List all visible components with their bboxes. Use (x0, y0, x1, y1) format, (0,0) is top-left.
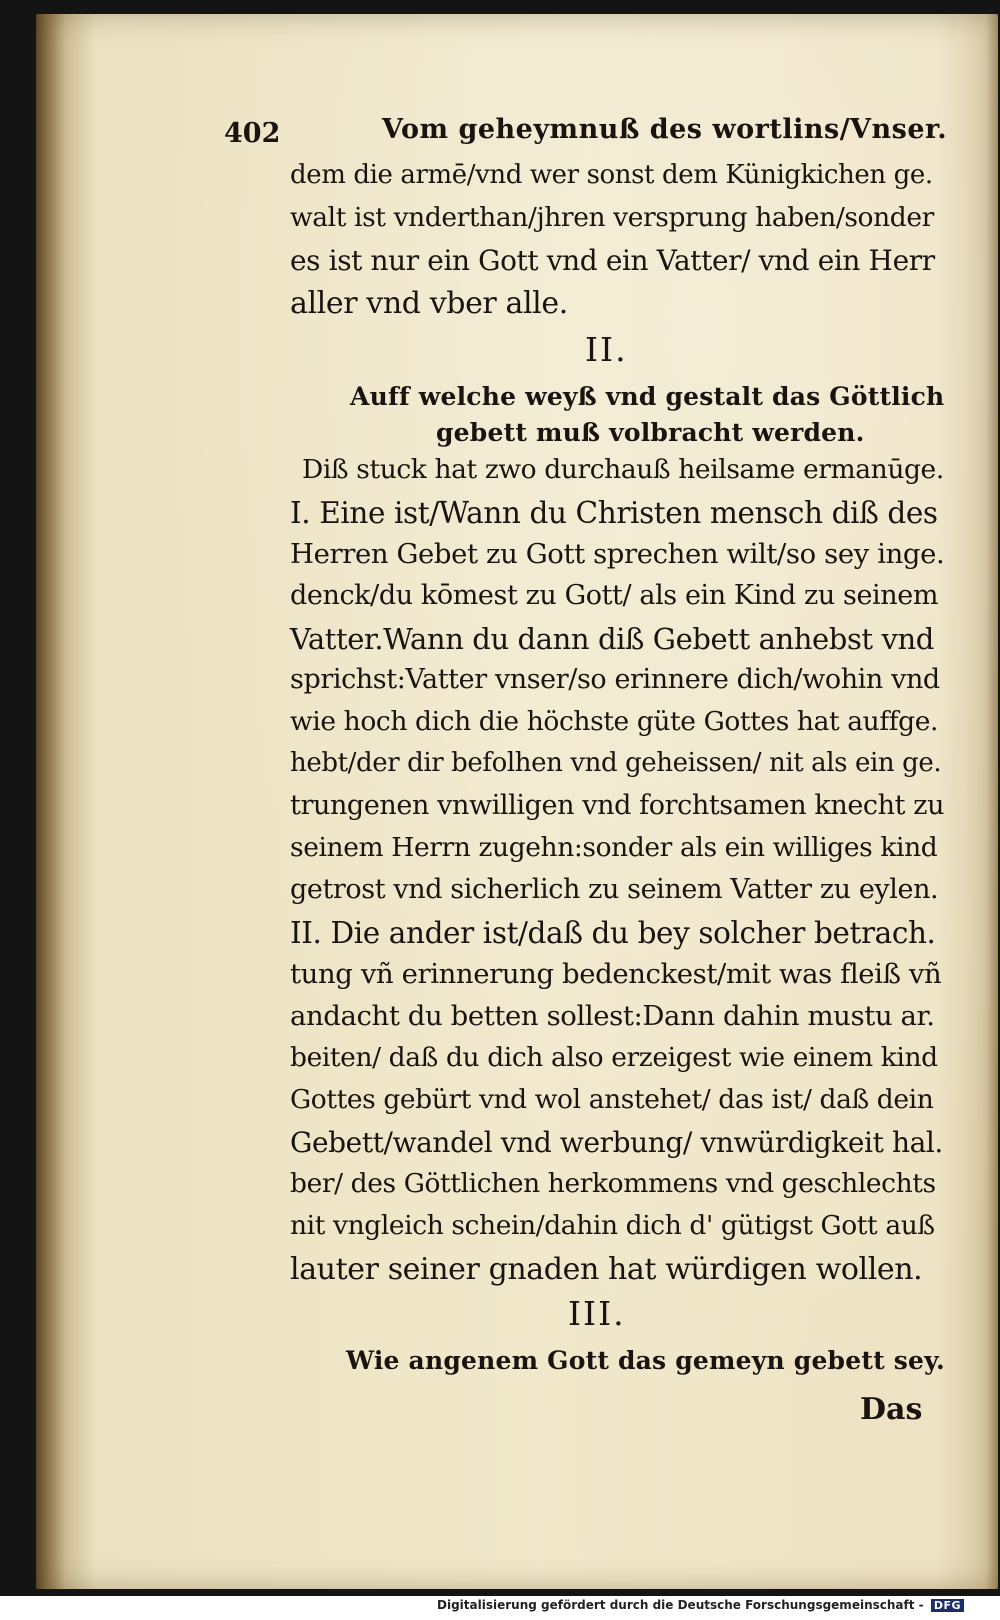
body-line: es ist nur ein Gott vnd ein Vatter/ vnd ein Herr (290, 244, 935, 277)
page-number: 402 (224, 118, 281, 149)
body-line: Diß stuck hat zwo durchauß heilsame ermanūge. (302, 454, 944, 485)
section-number: II. (585, 330, 628, 369)
body-line: Vatter.Wann du dann diß Gebett anhebst vnd (290, 622, 934, 656)
body-line: hebt/der dir befolhen vnd geheissen/ nit als ein ge. (290, 748, 942, 778)
body-line: tung vñ erinnerung bedenckest/mit was fleiß vñ (290, 958, 942, 990)
body-line: II. Die ander ist/daß du bey solcher betrach. (290, 916, 936, 950)
body-line: ber/ des Göttlichen herkommens vnd geschlechts (290, 1168, 936, 1199)
body-line: Herren Gebet zu Gott sprechen wilt/so sey inge. (290, 538, 945, 570)
body-line: walt ist vnderthan/jhren versprung haben/sonder (290, 202, 934, 233)
body-line: aller vnd vber alle. (290, 286, 568, 321)
body-line: nit vngleich schein/dahin dich d' gütigst Gott auß (290, 1210, 935, 1241)
dfg-logo: DFG (931, 1599, 964, 1612)
body-line: seinem Herrn zugehn:sonder als ein williges kind (290, 832, 938, 863)
body-line: Gottes gebürt vnd wol anstehet/ das ist/ daß dein (290, 1084, 934, 1115)
running-header: Vom geheymnuß des wortlins/Vnser. (382, 114, 948, 145)
section-title: Wie angenem Gott das gemeyn gebett sey. (346, 1346, 945, 1375)
body-line: denck/du kōmest zu Gott/ als ein Kind zu seinem (290, 580, 939, 611)
body-line: sprichst:Vatter vnser/so erinnere dich/wohin vnd (290, 664, 940, 695)
body-line: dem die armē/vnd wer sonst dem Künigkichen ge. (290, 160, 933, 190)
body-line: wie hoch dich die höchste güte Gottes hat auffge. (290, 706, 939, 737)
footer-text: Digitalisierung gefördert durch die Deutsche Forschungsgemeinschaft - (437, 1598, 924, 1612)
body-line: trungenen vnwilligen vnd forchtsamen knecht zu (290, 790, 945, 821)
body-line: andacht du betten sollest:Dann dahin mustu ar. (290, 1000, 935, 1032)
section-number: III. (568, 1294, 626, 1333)
section-title-line: gebett muß volbracht werden. (436, 418, 865, 447)
body-line: getrost vnd sicherlich zu seinem Vatter zu eylen. (290, 874, 939, 905)
body-line: Gebett/wandel vnd werbung/ vnwürdigkeit hal. (290, 1126, 943, 1159)
body-line: beiten/ daß du dich also erzeigest wie einem kind (290, 1042, 938, 1073)
body-line: lauter seiner gnaden hat würdigen wollen. (290, 1252, 923, 1287)
catchword: Das (860, 1392, 923, 1427)
section-title-line: Auff welche weyß vnd gestalt das Göttlich (350, 382, 945, 411)
digitization-credit (437, 1598, 964, 1612)
body-line: I. Eine ist/Wann du Christen mensch diß des (290, 496, 938, 530)
